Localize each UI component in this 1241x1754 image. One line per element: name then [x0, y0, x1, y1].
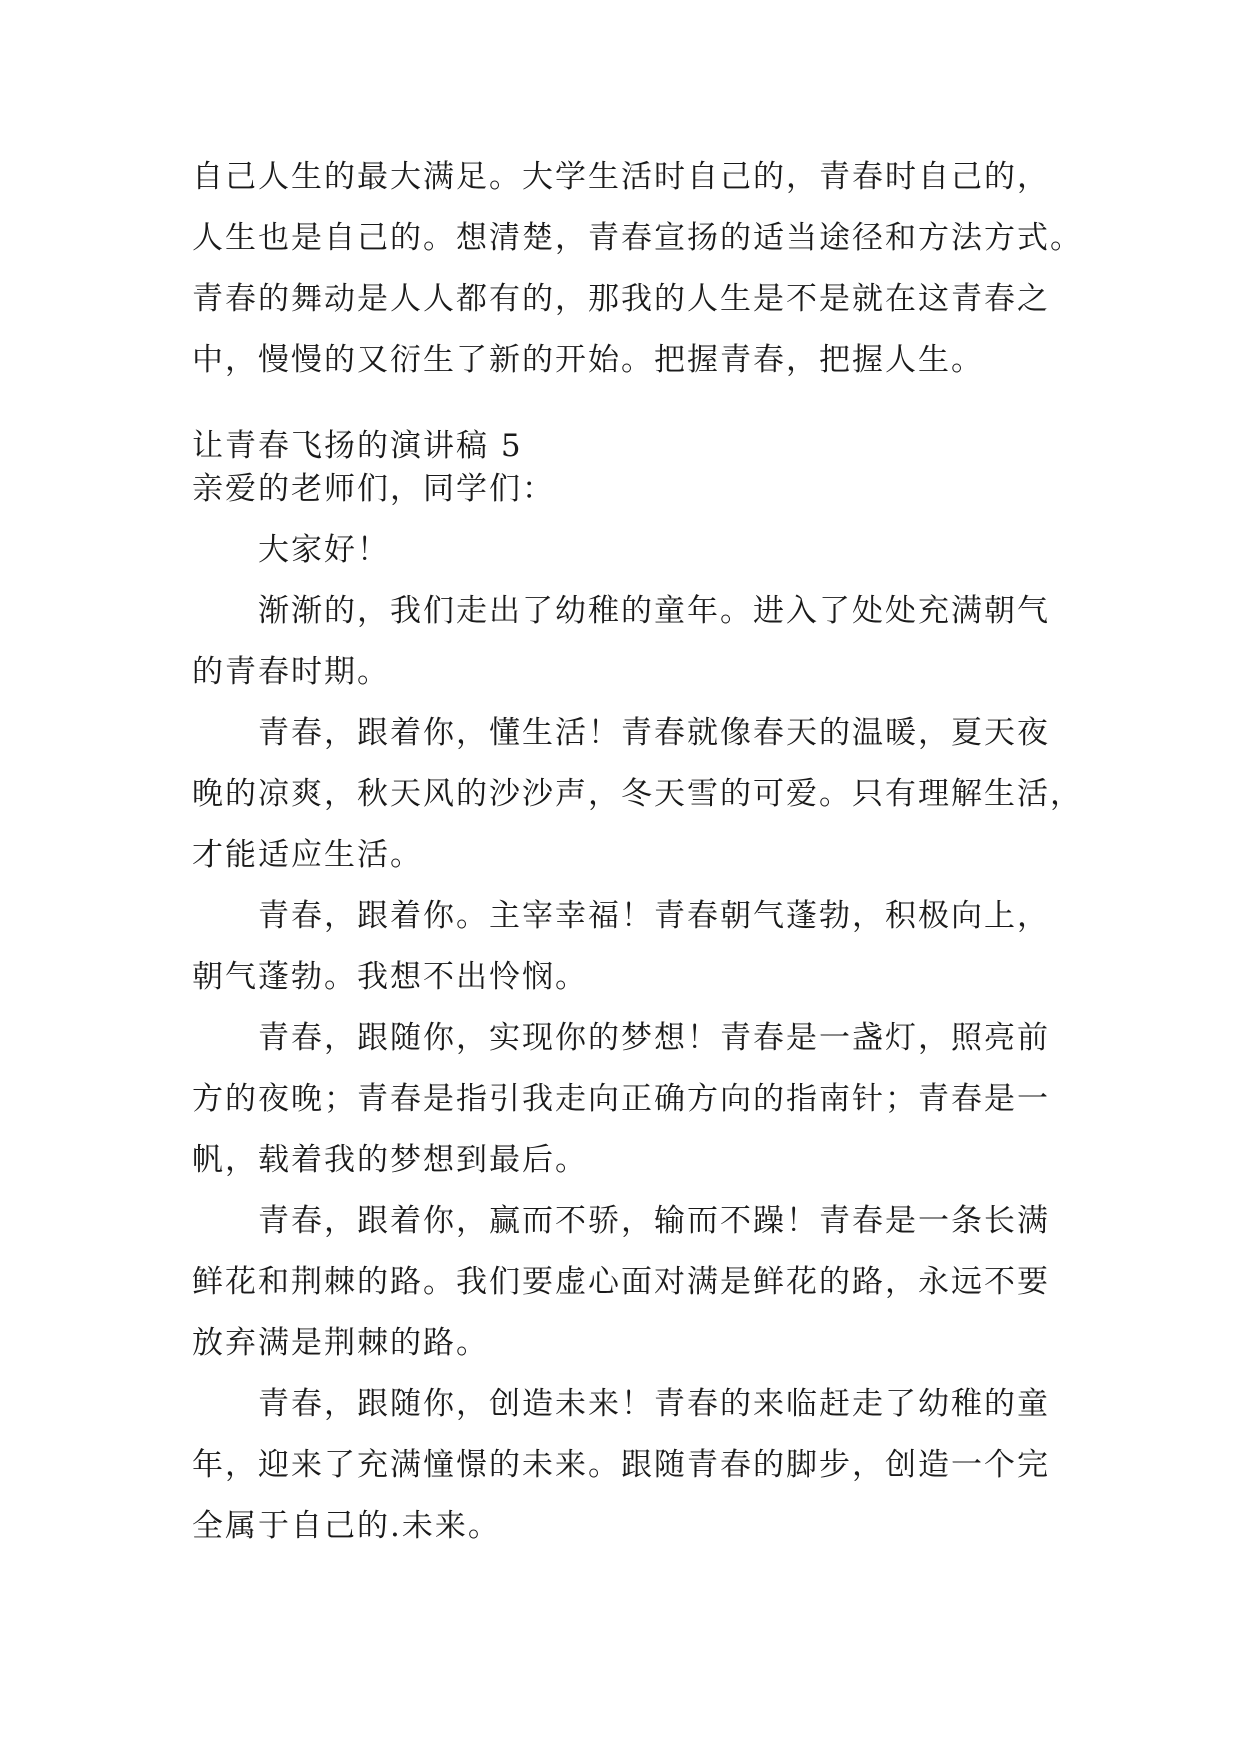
paragraph [192, 714, 1083, 874]
text-line: 年，迎来了充满憧憬的未来。跟随青春的脚步，创造一个完 [192, 1447, 1050, 1483]
paragraph [192, 1202, 1072, 1362]
text-line: 青春，跟随你，实现你的梦想！青春是一盏灯，照亮前 [258, 1020, 1050, 1056]
text-line: 方的夜晚；青春是指引我走向正确方向的指南针；青春是一 [192, 1081, 1050, 1117]
text-line: 中，慢慢的又衍生了新的开始。把握青春，把握人生。 [192, 342, 984, 378]
text-line: 自己人生的最大满足。大学生活时自己的，青春时自己的， [192, 159, 1050, 195]
text-line: 才能适应生活。 [192, 837, 423, 873]
text-line: 的青春时期。 [192, 654, 390, 690]
text-line: 青春，跟随你，创造未来！青春的来临赶走了幼稚的童 [258, 1386, 1050, 1422]
text-line: 人生也是自己的。想清楚，青春宣扬的适当途径和方法方式。 [192, 220, 1083, 256]
paragraph [192, 1019, 1072, 1179]
document-page [192, 158, 1083, 1568]
text-line: 青春，跟着你，赢而不骄，输而不躁！青春是一条长满 [258, 1203, 1050, 1239]
text-line: 鲜花和荆棘的路。我们要虚心面对满是鲜花的路，永远不要 [192, 1264, 1050, 1300]
text-line: 朝气蓬勃。我想不出怜悯。 [192, 959, 588, 995]
continuation-paragraph [192, 158, 1083, 379]
text-line: 晚的凉爽，秋天风的沙沙声，冬天雪的可爱。只有理解生活， [192, 776, 1083, 812]
salutation: 亲爱的老师们，同学们： [192, 471, 555, 507]
paragraph [192, 897, 1072, 996]
text-line: 青春，跟着你。主宰幸福！青春朝气蓬勃，积极向上， [258, 898, 1050, 934]
greeting: 大家好！ [258, 532, 390, 568]
text-line: 渐渐的，我们走出了幼稚的童年。进入了处处充满朝气 [258, 593, 1050, 629]
speech-title: 让青春飞扬的演讲稿 5 [192, 428, 523, 464]
text-line: 帆，载着我的梦想到最后。 [192, 1142, 588, 1178]
text-line: 青春，跟着你，懂生活！青春就像春天的温暖，夏天夜 [258, 715, 1050, 751]
paragraph [192, 1385, 1072, 1545]
text-line: 全属于自己的.未来。 [192, 1508, 501, 1544]
text-line: 青春的舞动是人人都有的，那我的人生是不是就在这青春之 [192, 281, 1050, 317]
paragraph [192, 592, 1072, 691]
text-line: 放弃满是荆棘的路。 [192, 1325, 489, 1361]
